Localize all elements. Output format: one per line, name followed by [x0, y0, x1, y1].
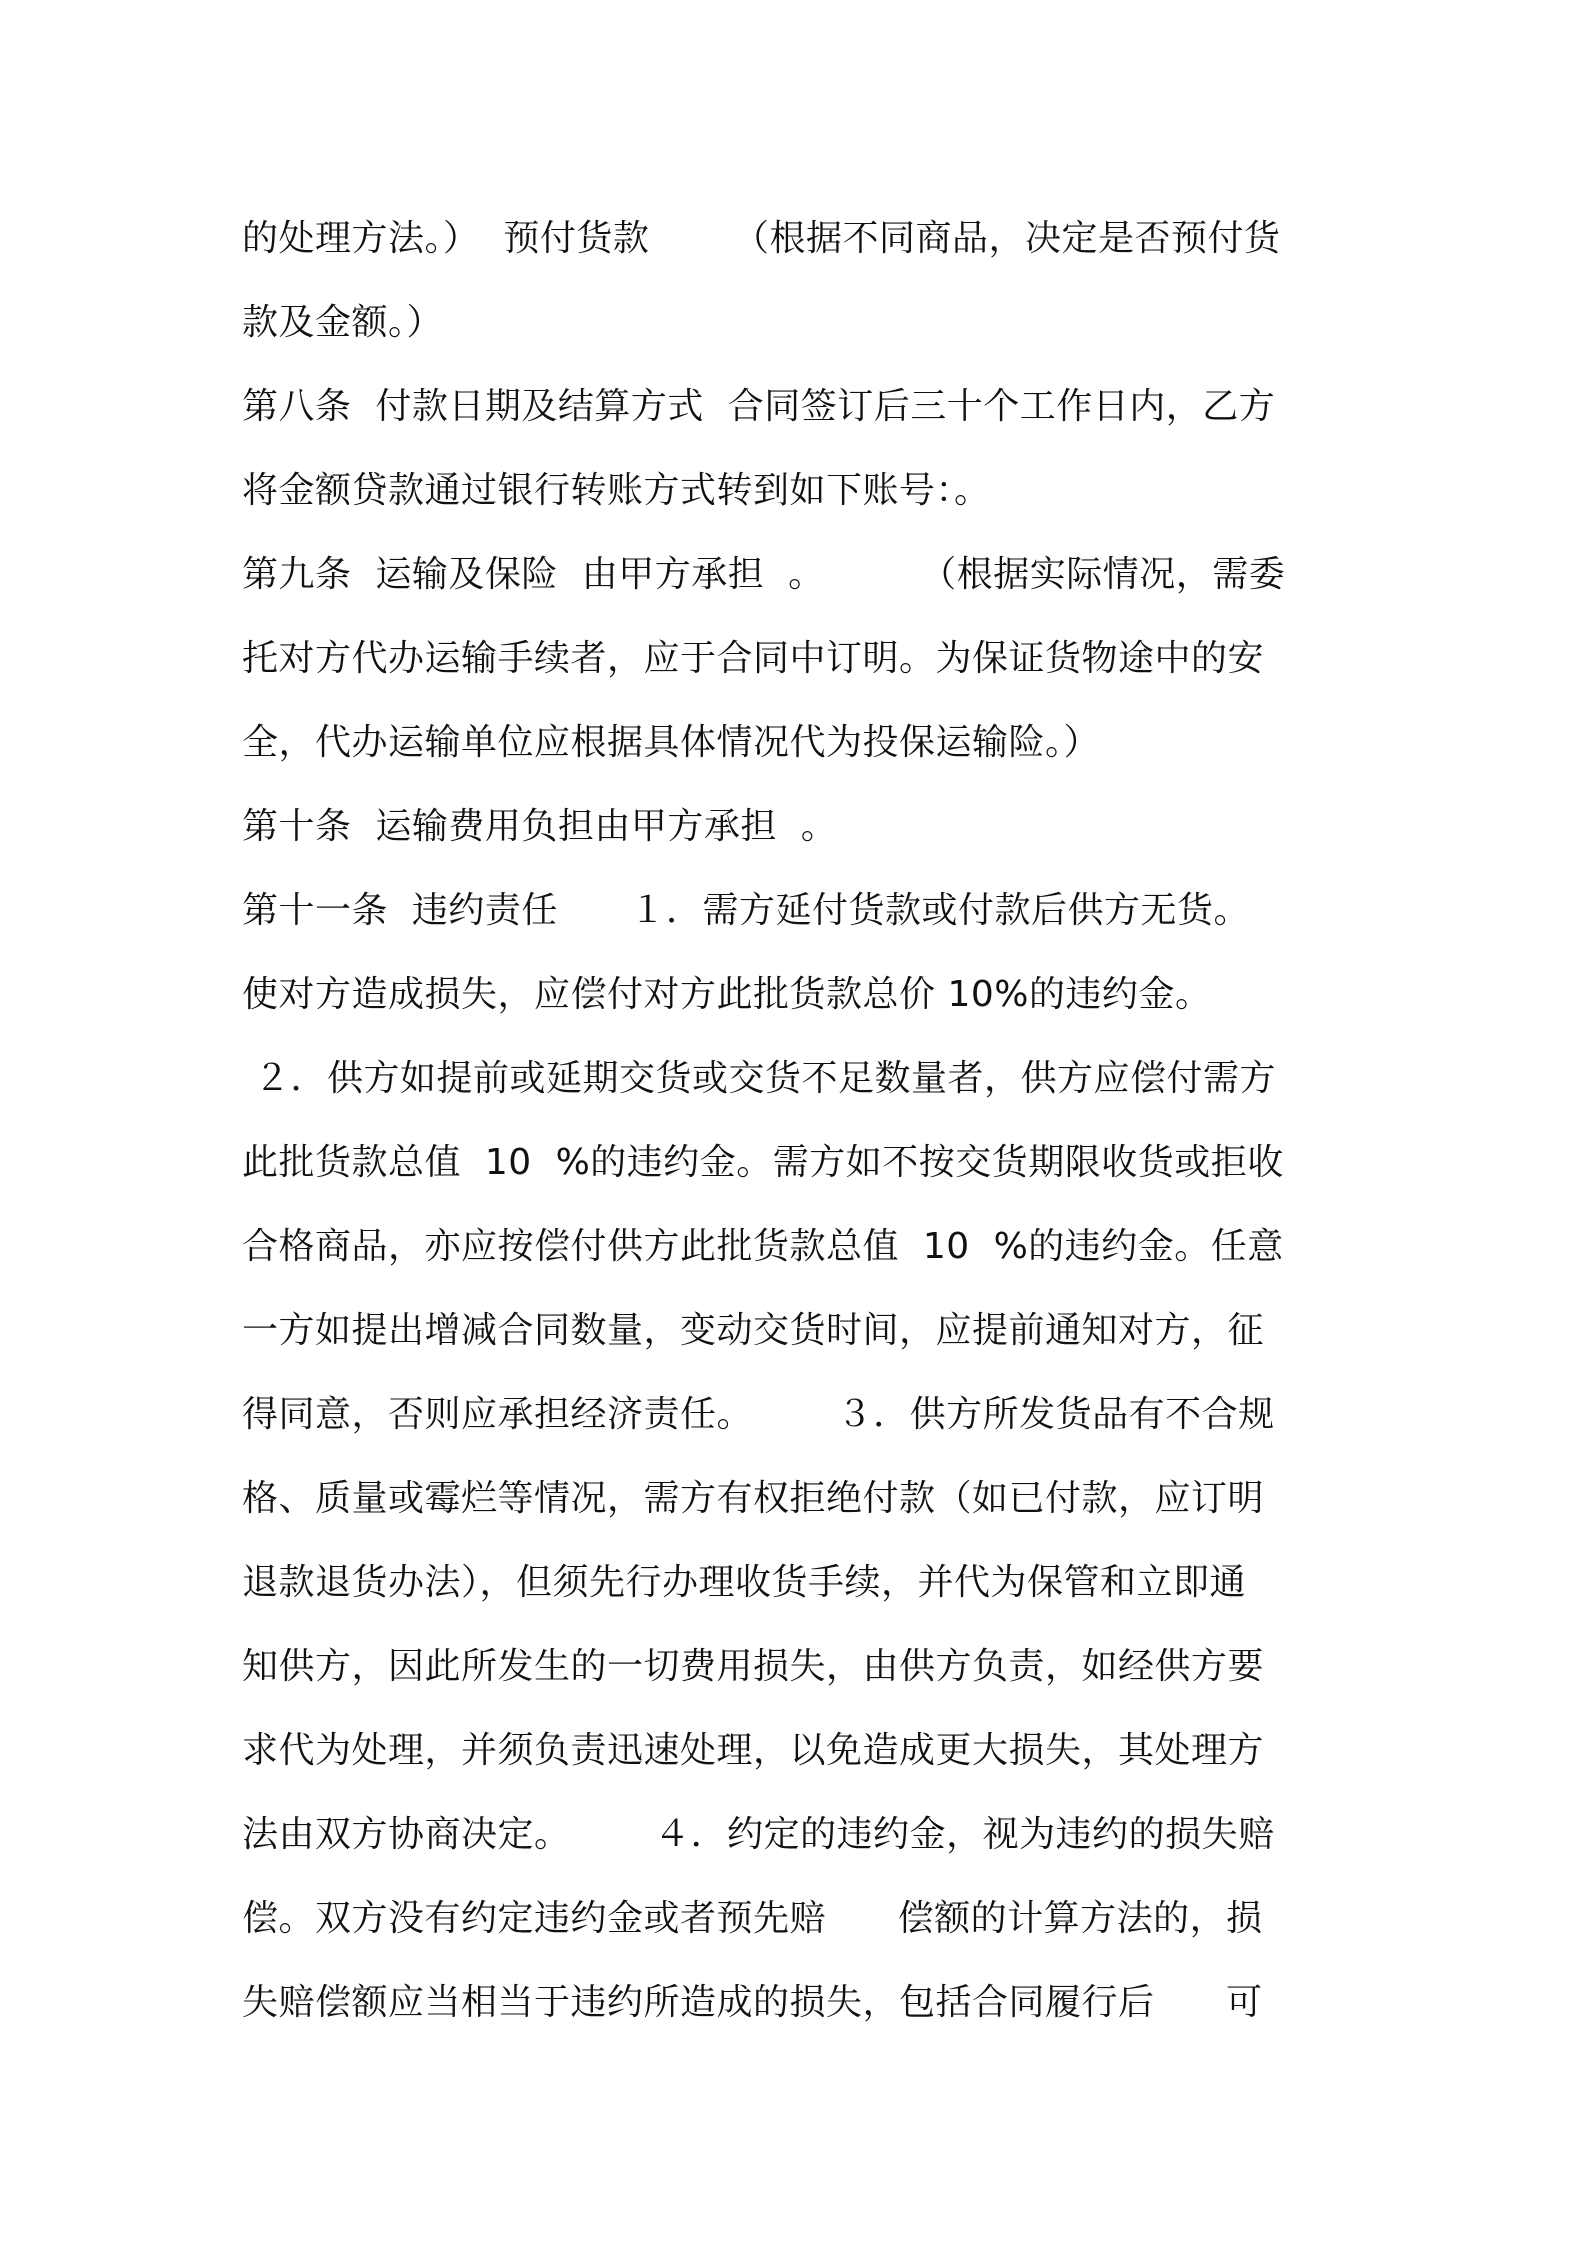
- text-line: 款及金额。）: [242, 302, 444, 343]
- text-line: 知供方，因此所发生的一切费用损失，由供方负责，如经供方要: [242, 1646, 1265, 1687]
- text-line: 退款退货办法），但须先行办理收货手续，并代为保管和立即通: [242, 1562, 1247, 1603]
- text-line: 失赔偿额应当相当于违约所造成的损失，包括合同履行后 可: [242, 1982, 1263, 2023]
- text-line: 此批货款总值 10 %的违约金。需方如不按交货期限收货或拒收: [242, 1142, 1284, 1183]
- text-line: 第八条 付款日期及结算方式 合同签订后三十个工作日内，乙方: [242, 386, 1276, 427]
- text-line: 的处理方法。） 预付货款 （根据不同商品，决定是否预付货: [242, 218, 1281, 259]
- contract-text: [242, 197, 1352, 2045]
- text-line: 合格商品，亦应按偿付供方此批货款总值 10 %的违约金。任意: [242, 1226, 1284, 1267]
- text-line: 一方如提出增减合同数量，变动交货时间，应提前通知对方，征: [242, 1310, 1265, 1351]
- text-line: ２．供方如提前或延期交货或交货不足数量者，供方应偿付需方: [242, 1058, 1276, 1099]
- text-line: 求代为处理，并须负责迅速处理，以免造成更大损失，其处理方: [242, 1730, 1265, 1771]
- text-line: 法由双方协商决定。 ４．约定的违约金，视为违约的损失赔: [242, 1814, 1275, 1855]
- text-line: 第十一条 违约责任 １．需方延付货款或付款后供方无货。: [242, 890, 1251, 931]
- text-line: 将金额贷款通过银行转账方式转到如下账号：。: [242, 470, 991, 511]
- text-line: 得同意，否则应承担经济责任。 ３．供方所发货品有不合规: [242, 1394, 1275, 1435]
- text-line: 托对方代办运输手续者，应于合同中订明。为保证货物途中的安: [242, 638, 1265, 679]
- text-line: 第九条 运输及保险 由甲方承担 。 （根据实际情况，需委: [242, 554, 1286, 595]
- text-line: 使对方造成损失，应偿付对方此批货款总价 10%的违约金。: [242, 974, 1212, 1015]
- text-line: 第十条 运输费用负担由甲方承担 。: [242, 806, 838, 847]
- text-line: 全，代办运输单位应根据具体情况代为投保运输险。）: [242, 722, 1101, 763]
- text-line: 格、质量或霉烂等情况，需方有权拒绝付款（如已付款，应订明: [242, 1478, 1265, 1519]
- text-line: 偿。双方没有约定违约金或者预先赔 偿额的计算方法的，损: [242, 1898, 1263, 1939]
